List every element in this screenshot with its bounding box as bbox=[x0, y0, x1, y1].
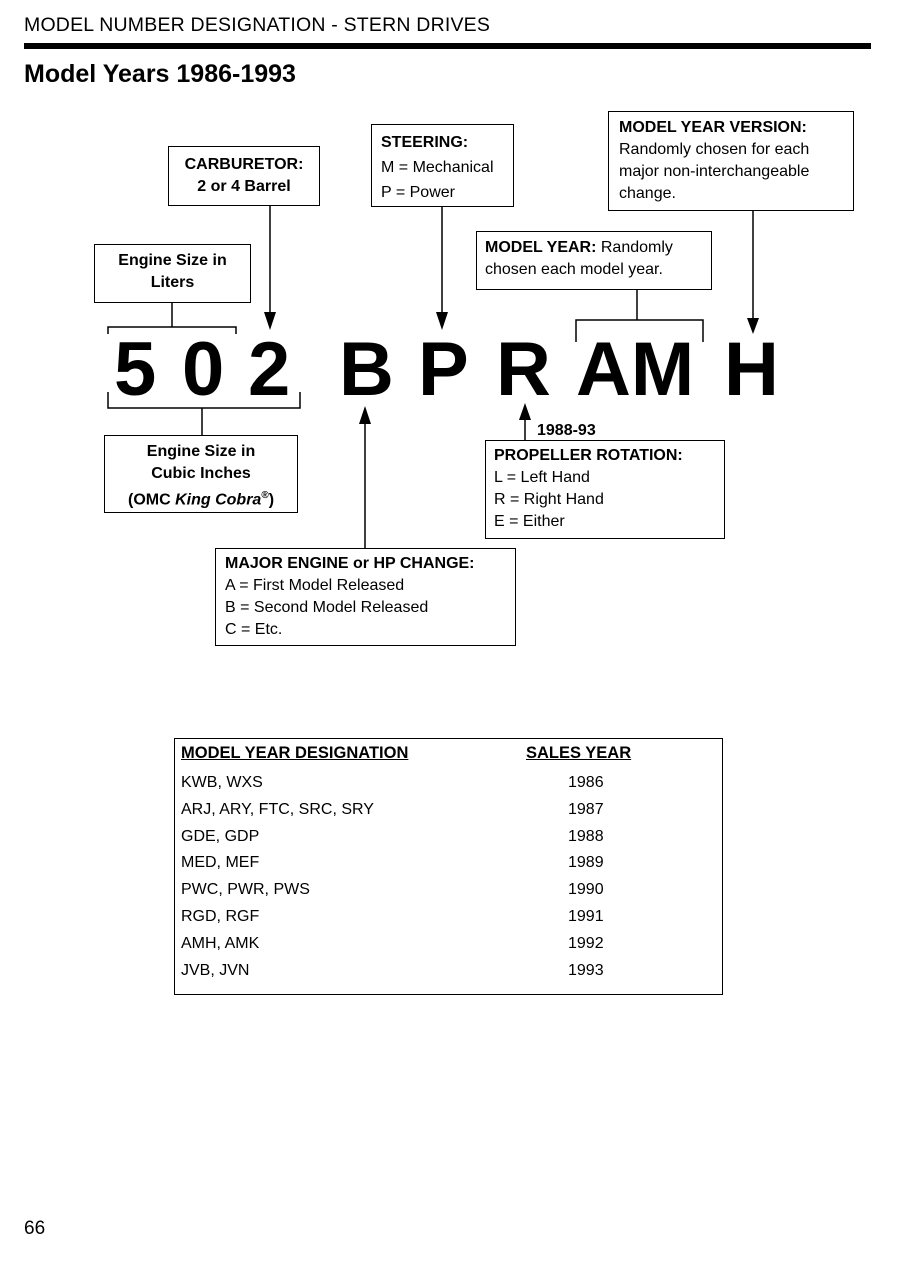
model-year-text-inline: Randomly bbox=[600, 239, 673, 256]
model-year-version-line-2: major non-interchangeable bbox=[619, 163, 810, 180]
model-year-text-line-2: chosen each model year. bbox=[485, 261, 663, 278]
propeller-line-3: E = Either bbox=[494, 513, 565, 530]
code-char-h: H bbox=[724, 327, 779, 412]
propeller-years-label: 1988-93 bbox=[537, 422, 596, 439]
table-row-designation: MED, MEF bbox=[181, 854, 260, 871]
carburetor-box bbox=[168, 146, 320, 206]
steering-title: STEERING: bbox=[381, 134, 469, 151]
table-row-year: 1990 bbox=[568, 881, 604, 898]
steering-box bbox=[371, 124, 514, 207]
table-header-sales-year: SALES YEAR bbox=[526, 744, 632, 762]
model-year-box bbox=[476, 231, 712, 290]
model-year-version-box bbox=[608, 111, 854, 211]
major-change-line-2: B = Second Model Released bbox=[225, 599, 429, 616]
code-char-0: 0 bbox=[182, 327, 225, 412]
model-year-version-line-3: change. bbox=[619, 185, 676, 202]
propeller-box bbox=[485, 440, 725, 539]
engine-cubic-line-2: Cubic Inches bbox=[151, 465, 251, 482]
code-char-r: R bbox=[496, 327, 551, 412]
code-char-am: AM bbox=[576, 327, 695, 412]
page-title: Model Years 1986-1993 bbox=[24, 60, 296, 88]
table-row-designation: ARJ, ARY, FTC, SRC, SRY bbox=[181, 801, 374, 818]
table-row-year: 1988 bbox=[568, 828, 604, 845]
model-year-title: MODEL YEAR: bbox=[485, 239, 597, 256]
table-row-year: 1993 bbox=[568, 962, 604, 979]
engine-cubic-line-1: Engine Size in bbox=[146, 443, 256, 460]
major-change-title: MAJOR ENGINE or HP CHANGE: bbox=[225, 555, 475, 572]
table-row-designation: PWC, PWR, PWS bbox=[181, 881, 310, 898]
engine-liters-box bbox=[94, 244, 251, 303]
code-char-b: B bbox=[339, 327, 394, 412]
propeller-line-1: L = Left Hand bbox=[494, 469, 590, 486]
table-row-year: 1991 bbox=[568, 908, 604, 925]
engine-cubic-line-3: (OMC King Cobra®) bbox=[127, 490, 275, 509]
page-number: 66 bbox=[24, 1218, 46, 1239]
major-change-line-1: A = First Model Released bbox=[225, 577, 405, 594]
model-year-version-title: MODEL YEAR VERSION: bbox=[619, 119, 807, 136]
code-char-p: P bbox=[418, 327, 469, 412]
carburetor-text: 2 or 4 Barrel bbox=[197, 178, 291, 195]
table-row-designation: JVB, JVN bbox=[181, 962, 250, 979]
table-row-year: 1986 bbox=[568, 774, 604, 791]
carburetor-title: CARBURETOR: bbox=[184, 156, 304, 173]
engine-liters-title: Engine Size in Liters bbox=[118, 252, 227, 291]
major-change-box bbox=[215, 548, 516, 646]
table-row-designation: AMH, AMK bbox=[181, 935, 260, 952]
model-year-version-line-1: Randomly chosen for each bbox=[619, 141, 810, 158]
table-row-designation: RGD, RGF bbox=[181, 908, 260, 925]
code-char-5: 5 bbox=[114, 327, 157, 412]
code-char-2: 2 bbox=[248, 327, 291, 412]
engine-cubic-box bbox=[104, 435, 298, 513]
steering-line-1: M = Mechanical bbox=[381, 159, 494, 176]
major-change-line-3: C = Etc. bbox=[225, 621, 283, 638]
table-row-designation: KWB, WXS bbox=[181, 774, 263, 791]
table-row-year: 1989 bbox=[568, 854, 604, 871]
propeller-line-2: R = Right Hand bbox=[494, 491, 604, 508]
table-header-designation: MODEL YEAR DESIGNATION bbox=[181, 744, 409, 762]
table-row-year: 1987 bbox=[568, 801, 604, 818]
table-row-year: 1992 bbox=[568, 935, 604, 952]
section-header: MODEL NUMBER DESIGNATION - STERN DRIVES bbox=[24, 14, 491, 36]
propeller-title: PROPELLER ROTATION: bbox=[494, 447, 683, 464]
table-row-designation: GDE, GDP bbox=[181, 828, 260, 845]
steering-line-2: P = Power bbox=[381, 184, 455, 201]
